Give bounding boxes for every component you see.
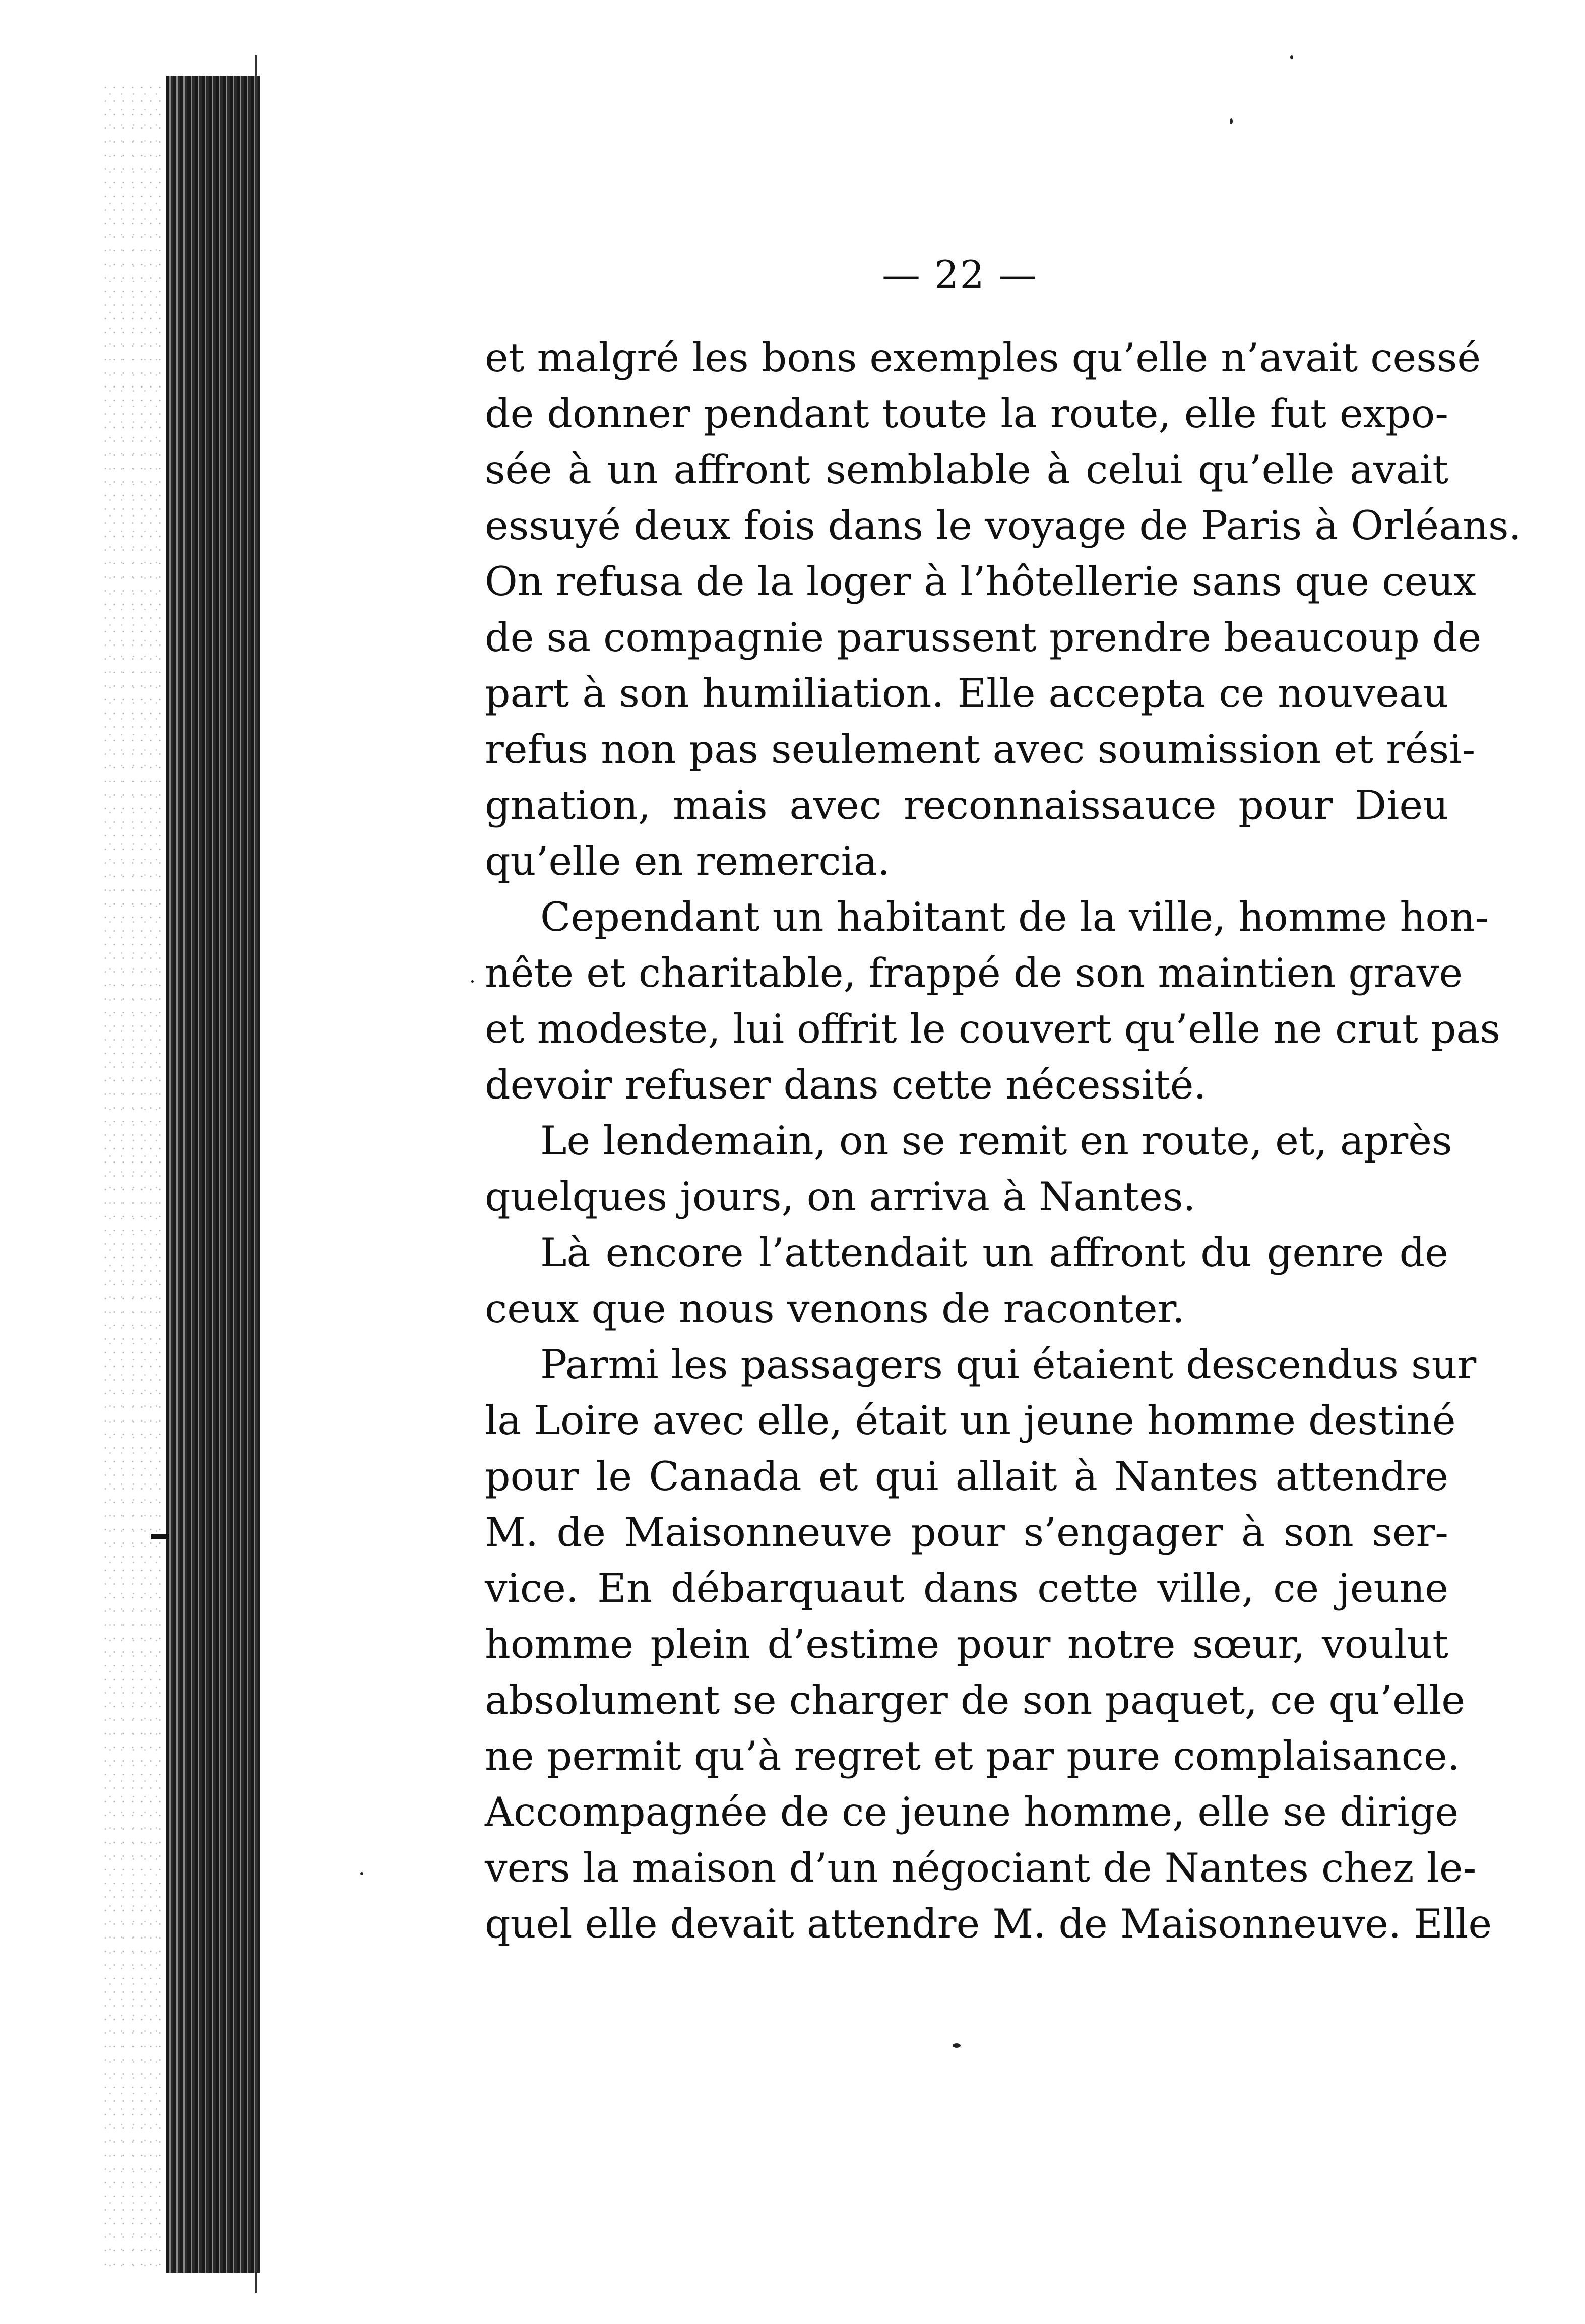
- ink-speck: [1230, 118, 1233, 124]
- text-line: refus non pas seulement avec soumission et rési-: [485, 726, 1476, 772]
- text-line: Le lendemain, on se remit en route, et, après: [540, 1118, 1452, 1164]
- ink-speck: [953, 2043, 961, 2048]
- text-line: ceux que nous venons de raconter.: [485, 1285, 1185, 1332]
- text-line: pour le Canada et qui allait à Nantes attendre: [485, 1453, 1448, 1500]
- text-line: M. de Maisonneuve pour s’engager à son ser-: [485, 1509, 1448, 1556]
- text-line: quelques jours, on arriva à Nantes.: [485, 1174, 1196, 1220]
- text-line: ne permit qu’à regret et par pure complaisance.: [485, 1733, 1460, 1779]
- text-line: sée à un affront semblable à celui qu’elle avait: [485, 446, 1448, 493]
- text-line: Cependant un habitant de la ville, homme hon-: [540, 894, 1489, 940]
- text-line: de donner pendant toute la route, elle fut expo-: [485, 391, 1448, 437]
- ink-speck: [1290, 55, 1293, 59]
- binding-mark: [151, 1534, 169, 1539]
- page-edge-speckle: [101, 81, 161, 2273]
- text-line: la Loire avec elle, était un jeune homme destiné: [485, 1397, 1456, 1444]
- text-line: vice. En débarquaut dans cette ville, ce jeune: [485, 1565, 1448, 1611]
- binding-edge: [255, 55, 257, 2293]
- text-line: Accompagnée de ce jeune homme, elle se dirige: [485, 1789, 1459, 1835]
- text-line: et modeste, lui offrit le couvert qu’elle ne crut pas: [485, 1006, 1501, 1052]
- ink-speck: [360, 1872, 363, 1875]
- text-line: Là encore l’attendait un affront du genre de: [540, 1230, 1448, 1276]
- body-text: [485, 330, 1521, 1952]
- book-binding: [166, 76, 260, 2273]
- text-line: quel elle devait attendre M. de Maisonneuve. Elle: [485, 1901, 1492, 1947]
- text-line: devoir refuser dans cette nécessité.: [485, 1062, 1207, 1108]
- text-line: On refusa de la loger à l’hôtellerie sans que ceux: [485, 558, 1476, 605]
- text-line: gnation, mais avec reconnaissauce pour Dieu: [485, 782, 1448, 828]
- text-line: homme plein d’estime pour notre sœur, voulut: [485, 1621, 1448, 1667]
- text-line: part à son humiliation. Elle accepta ce nouveau: [485, 670, 1448, 717]
- text-line: vers la maison d’un négociant de Nantes chez le-: [485, 1845, 1477, 1891]
- page-number: — 22 —: [882, 252, 1038, 297]
- ink-speck: [471, 980, 474, 983]
- text-line: nête et charitable, frappé de son maintien grave: [485, 950, 1463, 996]
- text-line: absolument se charger de son paquet, ce qu’elle: [485, 1677, 1465, 1723]
- text-line: de sa compagnie parussent prendre beaucoup de: [485, 614, 1482, 661]
- text-line: et malgré les bons exemples qu’elle n’avait cessé: [485, 335, 1481, 381]
- text-line: qu’elle en remercia.: [485, 838, 891, 884]
- text-line: essuyé deux fois dans le voyage de Paris à Orléans.: [485, 502, 1521, 549]
- text-line: Parmi les passagers qui étaient descendus sur: [540, 1341, 1477, 1388]
